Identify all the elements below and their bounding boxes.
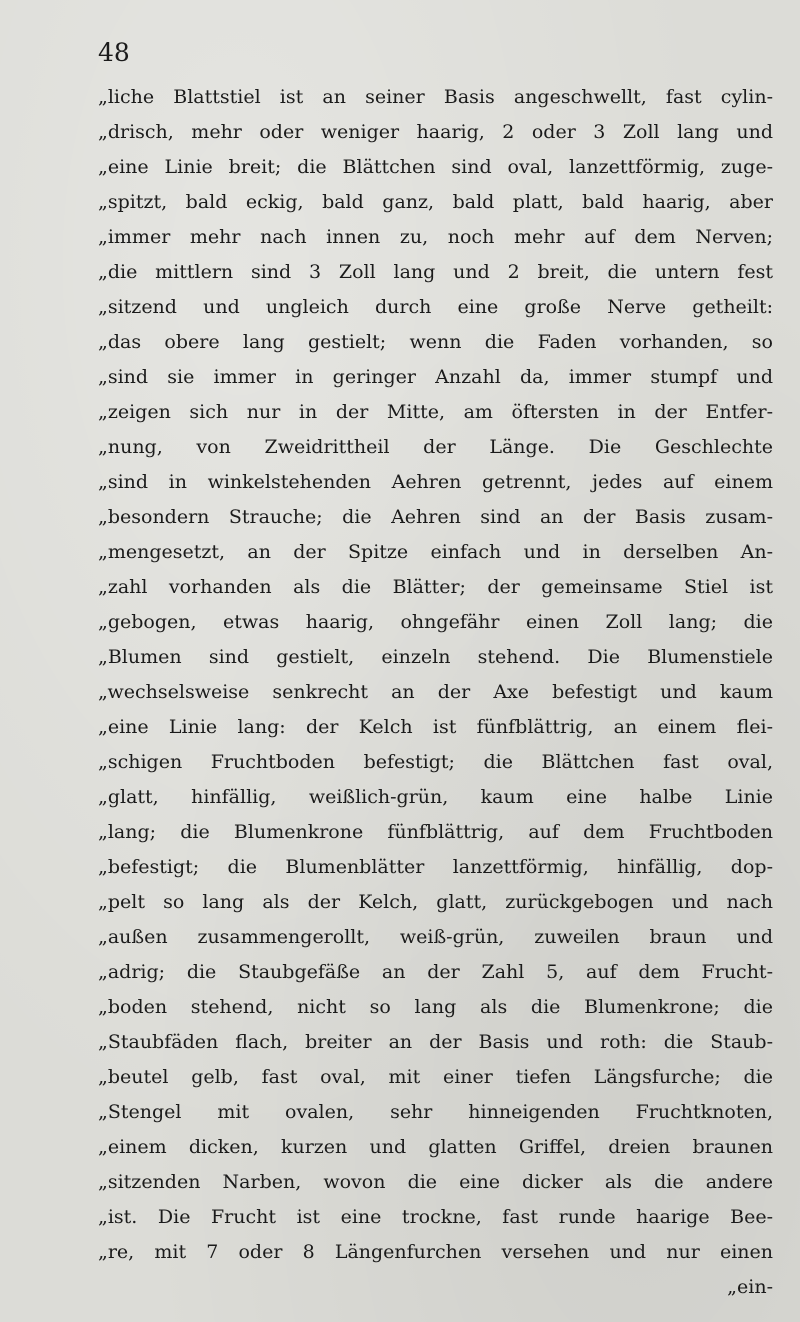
text-line: „außen zusammengerollt, weiß-grün, zuweilen braun und [98, 926, 773, 948]
text-line: „immer mehr nach innen zu, noch mehr auf dem Nerven; [98, 226, 773, 248]
text-line: „mengesetzt, an der Spitze einfach und in derselben An- [98, 541, 773, 563]
text-line: „befestigt; die Blumenblätter lanzettförmig, hinfällig, dop- [98, 856, 773, 878]
text-line: „nung, von Zweidrittheil der Länge. Die Geschlechte [98, 436, 773, 458]
text-line: „boden stehend, nicht so lang als die Blumenkrone; die [98, 996, 773, 1018]
text-line: „zeigen sich nur in der Mitte, am öftersten in der Entfer- [98, 401, 773, 423]
text-line: „ist. Die Frucht ist eine trockne, fast runde haarige Bee- [98, 1206, 773, 1228]
text-line: „besondern Strauche; die Aehren sind an der Basis zusam- [98, 506, 773, 528]
text-line: „sind in winkelstehenden Aehren getrennt, jedes auf einem [98, 471, 773, 493]
text-line: „sind sie immer in geringer Anzahl da, immer stumpf und [98, 366, 773, 388]
text-line: „eine Linie lang: der Kelch ist fünfblättrig, an einem flei- [98, 716, 773, 738]
body-text [98, 80, 773, 1305]
text-line: „beutel gelb, fast oval, mit einer tiefen Längsfurche; die [98, 1066, 773, 1088]
text-line: „Blumen sind gestielt, einzeln stehend. Die Blumenstiele [98, 646, 773, 668]
page-number: 48 [98, 38, 130, 67]
text-line: „pelt so lang als der Kelch, glatt, zurückgebogen und nach [98, 891, 773, 913]
text-line: „einem dicken, kurzen und glatten Griffel, dreien braunen [98, 1136, 773, 1158]
text-line: „das obere lang gestielt; wenn die Faden vorhanden, so [98, 331, 773, 353]
text-line: „sitzend und ungleich durch eine große Nerve getheilt: [98, 296, 773, 318]
catchword: „ein- [727, 1276, 773, 1298]
text-line: „drisch, mehr oder weniger haarig, 2 oder 3 Zoll lang und [98, 121, 773, 143]
text-line: „sitzenden Narben, wovon die eine dicker als die andere [98, 1171, 773, 1193]
text-line: „re, mit 7 oder 8 Längenfurchen versehen und nur einen [98, 1241, 773, 1263]
text-line: „Staubfäden flach, breiter an der Basis und roth: die Staub- [98, 1031, 773, 1053]
text-line: „wechselsweise senkrecht an der Axe befestigt und kaum [98, 681, 773, 703]
text-line: „glatt, hinfällig, weißlich-grün, kaum eine halbe Linie [98, 786, 773, 808]
text-line: „lang; die Blumenkrone fünfblättrig, auf dem Fruchtboden [98, 821, 773, 843]
text-line: „eine Linie breit; die Blättchen sind oval, lanzettförmig, zuge- [98, 156, 773, 178]
text-line: „schigen Fruchtboden befestigt; die Blättchen fast oval, [98, 751, 773, 773]
text-line: „gebogen, etwas haarig, ohngefähr einen Zoll lang; die [98, 611, 773, 633]
text-line: „liche Blattstiel ist an seiner Basis angeschwellt, fast cylin- [98, 86, 773, 108]
text-line: „zahl vorhanden als die Blätter; der gemeinsame Stiel ist [98, 576, 773, 598]
text-line: „Stengel mit ovalen, sehr hinneigenden Fruchtknoten, [98, 1101, 773, 1123]
text-line: „spitzt, bald eckig, bald ganz, bald platt, bald haarig, aber [98, 191, 773, 213]
text-line: „adrig; die Staubgefäße an der Zahl 5, auf dem Frucht- [98, 961, 773, 983]
text-line: „die mittlern sind 3 Zoll lang und 2 breit, die untern fest [98, 261, 773, 283]
